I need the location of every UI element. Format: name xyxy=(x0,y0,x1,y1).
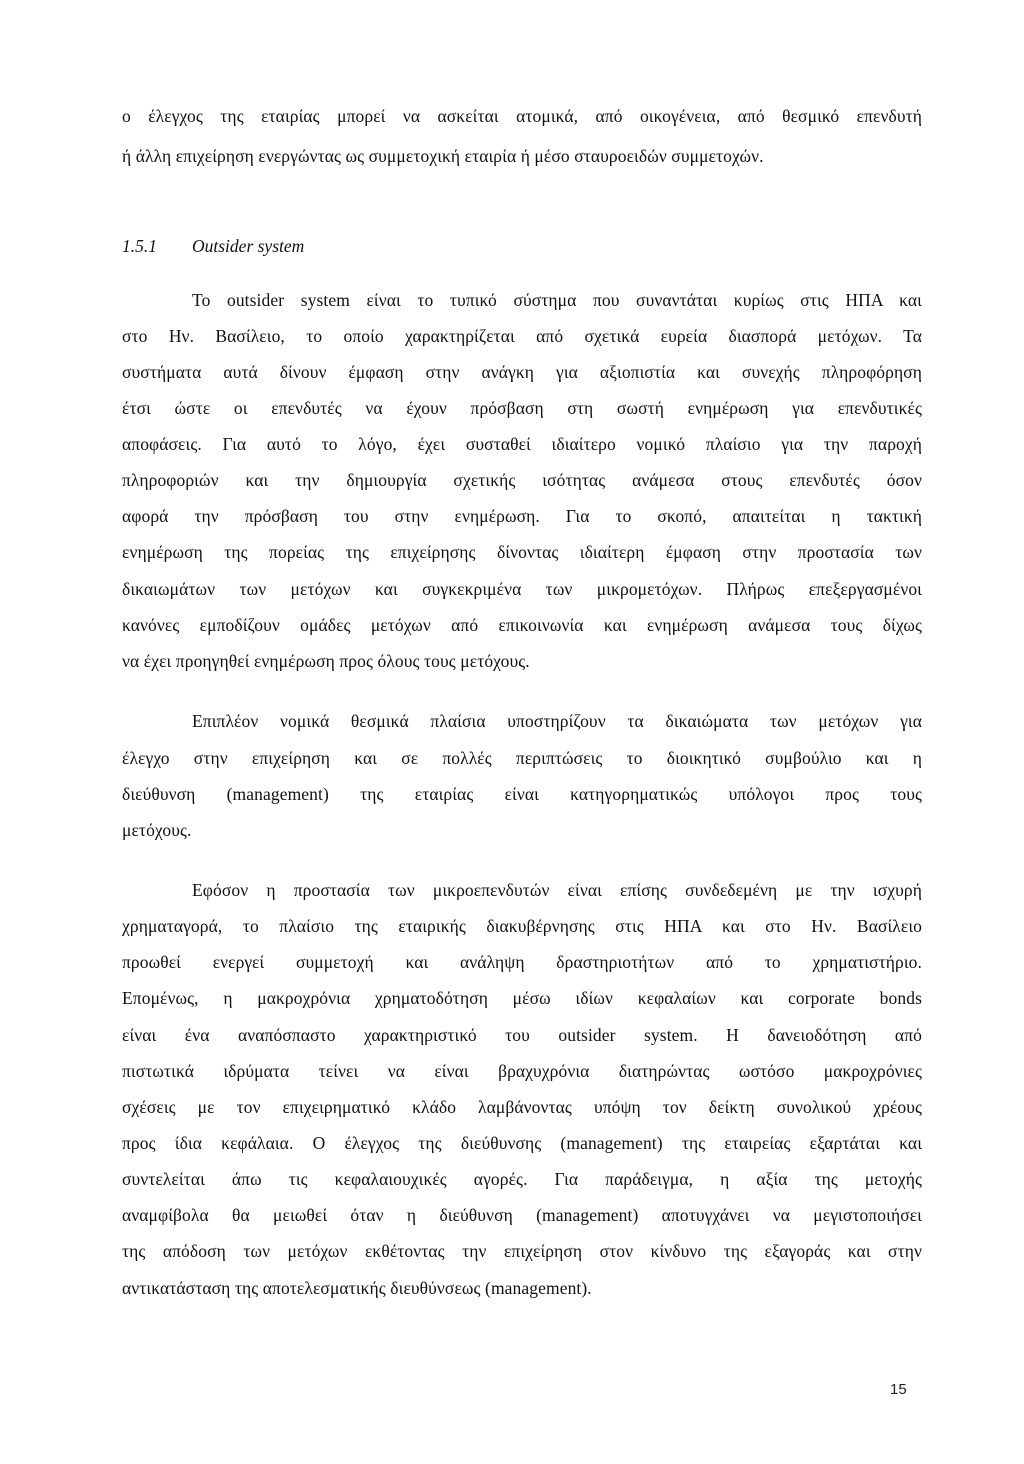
paragraph-3-line-5: είναι ένα αναπόσπαστο χαρακτηριστικό του outsider system. Η δανειοδότηση από xyxy=(122,1025,922,1045)
intro-line-1: ο έλεγχος της εταιρίας μπορεί να ασκείται ατομικά, από οικογένεια, από θεσμικό επενδυτή xyxy=(122,106,922,126)
paragraph-1-line-9: δικαιωμάτων των μετόχων και συγκεκριμένα των μικρομετόχων. Πλήρως επεξεργασμένοι xyxy=(122,579,922,599)
page-number: 15 xyxy=(890,1381,907,1398)
paragraph-3-line-10: αναμφίβολα θα μειωθεί όταν η διεύθυνση (management) αποτυγχάνει να μεγιστοποιήσει xyxy=(122,1205,922,1225)
paragraph-3-line-2: χρηματαγορά, το πλαίσιο της εταιρικής διακυβέρνησης στις ΗΠΑ και στο Ην. Βασίλειο xyxy=(122,916,922,936)
paragraph-1-line-4: έτσι ώστε οι επενδυτές να έχουν πρόσβαση στη σωστή ενημέρωση για επενδυτικές xyxy=(122,398,922,418)
paragraph-1-line-2: στο Ην. Βασίλειο, το οποίο χαρακτηρίζεται από σχετικά ευρεία διασπορά μετόχων. Τα xyxy=(122,326,922,346)
intro-line-2: ή άλλη επιχείρηση ενεργώντας ως συμμετοχική εταιρία ή μέσο σταυροειδών συμμετοχών. xyxy=(122,146,764,166)
paragraph-3-line-9: συντελείται άπω τις κεφαλαιουχικές αγορές. Για παράδειγμα, η αξία της μετοχής xyxy=(122,1169,922,1189)
paragraph-3-line-6: πιστωτικά ιδρύματα τείνει να είναι βραχυχρόνια διατηρώντας ωστόσο μακροχρόνιες xyxy=(122,1061,922,1081)
paragraph-3-line-8: προς ίδια κεφάλαια. Ο έλεγχος της διεύθυνσης (management) της εταιρείας εξαρτάται και xyxy=(122,1133,922,1153)
paragraph-3-line-3: προωθεί ενεργεί συμμετοχή και ανάληψη δραστηριοτήτων από το χρηματιστήριο. xyxy=(122,952,922,972)
section-title: Outsider system xyxy=(192,236,305,256)
paragraph-2-line-1: Επιπλέον νομικά θεσμικά πλαίσια υποστηρίζουν τα δικαιώματα των μετόχων για xyxy=(192,711,922,731)
paragraph-2-line-2: έλεγχο στην επιχείρηση και σε πολλές περιπτώσεις το διοικητικό συμβούλιο και η xyxy=(122,748,922,768)
section-number: 1.5.1 xyxy=(122,236,157,256)
paragraph-1-line-10: κανόνες εμποδίζουν ομάδες μετόχων από επικοινωνία και ενημέρωση ανάμεσα τους δίχως xyxy=(122,615,922,635)
paragraph-1-line-3: συστήματα αυτά δίνουν έμφαση στην ανάγκη για αξιοπιστία και συνεχής πληροφόρηση xyxy=(122,362,922,382)
paragraph-2-line-3: διεύθυνση (management) της εταιρίας είναι κατηγορηματικώς υπόλογοι προς τους xyxy=(122,784,922,804)
paragraph-1-line-5: αποφάσεις. Για αυτό το λόγο, έχει συσταθεί ιδιαίτερο νομικό πλαίσιο για την παροχή xyxy=(122,434,922,454)
paragraph-1-line-8: ενημέρωση της πορείας της επιχείρησης δίνοντας ιδιαίτερη έμφαση στην προστασία των xyxy=(122,542,922,562)
paragraph-1-line-11: να έχει προηγηθεί ενημέρωση προς όλους τους μετόχους. xyxy=(122,651,530,671)
paragraph-3-line-11: της απόδοση των μετόχων εκθέτοντας την επιχείρηση στον κίνδυνο της εξαγοράς και στην xyxy=(122,1241,922,1261)
paragraph-3-line-1: Εφόσον η προστασία των μικροεπενδυτών είναι επίσης συνδεδεμένη με την ισχυρή xyxy=(192,880,922,900)
paragraph-2-line-4: μετόχους. xyxy=(122,820,192,840)
paragraph-1-line-6: πληροφοριών και την δημιουργία σχετικής ισότητας ανάμεσα στους επενδυτές όσον xyxy=(122,470,922,490)
paragraph-3-line-4: Επομένως, η μακροχρόνια χρηματοδότηση μέσω ιδίων κεφαλαίων και corporate bonds xyxy=(122,988,922,1008)
paragraph-3-line-7: σχέσεις με τον επιχειρηματικό κλάδο λαμβάνοντας υπόψη τον δείκτη συνολικού χρέους xyxy=(122,1097,922,1117)
paragraph-1-line-1: Το outsider system είναι το τυπικό σύστημα που συναντάται κυρίως στις ΗΠΑ και xyxy=(192,290,922,310)
paragraph-1-line-7: αφορά την πρόσβαση του στην ενημέρωση. Για το σκοπό, απαιτείται η τακτική xyxy=(122,506,922,526)
paragraph-3-line-12: αντικατάσταση της αποτελεσματικής διευθύνσεως (management). xyxy=(122,1278,592,1298)
